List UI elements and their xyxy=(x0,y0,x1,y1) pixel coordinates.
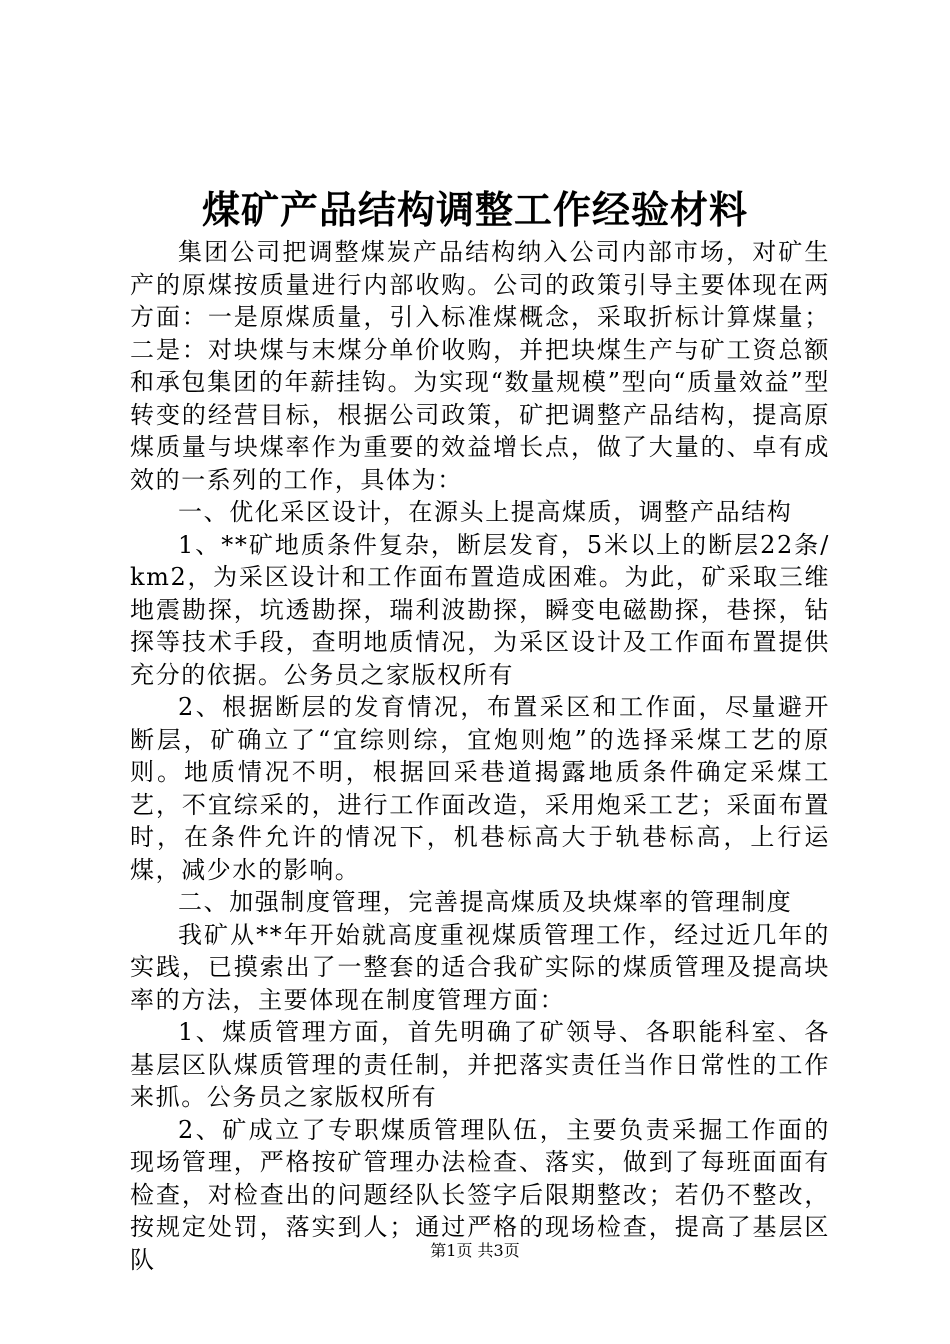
paragraph-2-1: 1、煤质管理方面，首先明确了矿领导、各职能科室、各基层区队煤质管理的责任制，并把落实责任当作日常性的工作来抓。公务员之家版权所有 xyxy=(130,1018,830,1111)
page-footer: 第1页 共3页 xyxy=(430,1241,520,1260)
paragraph-1-2: 2、根据断层的发育情况，布置采区和工作面，尽量避开断层，矿确立了“宜综则综，宜炮则炮”的选择采煤工艺的原则。地质情况不明，根据回采巷道揭露地质条件确定采煤工艺，不宜综采的，进行工作面改造，采用炮采工艺；采面布置时，在条件允许的情况下，机巷标高大于轨巷标高，上行运煤，减少水的影响。 xyxy=(130,693,830,884)
document-body xyxy=(130,236,830,1276)
paragraph-intro: 集团公司把调整煤炭产品结构纳入公司内部市场，对矿生产的原煤按质量进行内部收购。公司的政策引导主要体现在两方面：一是原煤质量，引入标准煤概念，采取折标计算煤量；二是：对块煤与末煤分单价收购，并把块煤生产与矿工资总额和承包集团的年薪挂钩。为实现“数量规模”型向“质量效益”型转变的经营目标，根据公司政策，矿把调整产品结构，提高原煤质量与块煤率作为重要的效益增长点，做了大量的、卓有成效的一系列的工作，具体为： xyxy=(130,238,830,494)
paragraph-1-1: 1、**矿地质条件复杂，断层发育，5米以上的断层22条/km2，为采区设计和工作面布置造成困难。为此，矿采取三维地震勘探，坑透勘探，瑞利波勘探，瞬变电磁勘探，巷探，钻探等技术手段，查明地质情况，为采区设计及工作面布置提供充分的依据。公务员之家版权所有 xyxy=(130,530,830,689)
section-heading-2: 二、加强制度管理，完善提高煤质及块煤率的管理制度 xyxy=(178,888,793,916)
paragraph-2-2: 2、矿成立了专职煤质管理队伍，主要负责采掘工作面的现场管理，严格按矿管理办法检查、落实，做到了每班面面有检查，对检查出的问题经队长签字后限期整改；若仍不整改，按规定处罚，落实到人；通过严格的现场检查，提高了基层区队 xyxy=(130,1115,830,1274)
section-heading-1: 一、优化采区设计，在源头上提高煤质，调整产品结构 xyxy=(178,498,793,526)
document-title: 煤矿产品结构调整工作经验材料 xyxy=(201,187,748,232)
paragraph-2-intro: 我矿从**年开始就高度重视煤质管理工作，经过近几年的实践，已摸索出了一整套的适合我矿实际的煤质管理及提高块率的方法，主要体现在制度管理方面： xyxy=(130,920,830,1014)
